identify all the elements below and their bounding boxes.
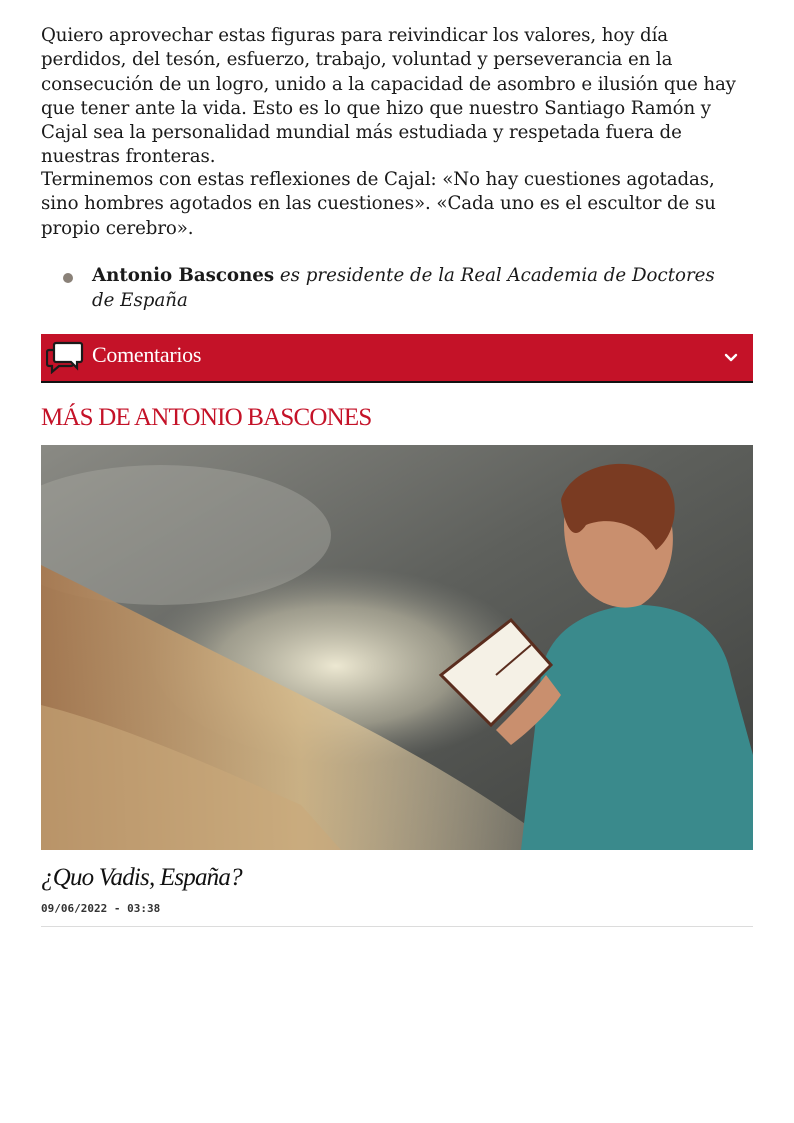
- article-thumbnail-image[interactable]: [41, 445, 753, 850]
- comments-toggle-bar[interactable]: [41, 334, 753, 383]
- more-from-author-heading: MÁS DE ANTONIO BASCONES: [41, 404, 372, 431]
- comments-label: Comentarios: [92, 342, 202, 367]
- article-card-date: 09/06/2022 - 03:38: [41, 902, 161, 915]
- article-paragraph: Terminemos con estas reflexiones de Cajal: «No hay cuestiones agotadas, sino hombres agotados en las cuestiones». «Cada uno es el escultor de su propio cerebro».: [41, 169, 716, 239]
- author-role: es presidente de la Real Academia de Doctores de España: [92, 265, 715, 311]
- author-note-text: [92, 263, 732, 313]
- speech-bubbles-icon: [46, 340, 84, 374]
- divider: [41, 926, 753, 927]
- article-paragraph: Quiero aprovechar estas figuras para reivindicar los valores, hoy día perdidos, del tesón, esfuerzo, trabajo, voluntad y perseverancia en la consecución de un logro, unido a la capacidad de asombro e ilusión que hay que tener ante la vida. Esto es lo que hizo que nuestro Santiago Ramón y Cajal sea la personalidad mundial más estudiada y respetada fuera de nuestras fronteras.: [41, 25, 736, 168]
- author-name: Antonio Bascones: [92, 265, 275, 286]
- article-card-title[interactable]: ¿Quo Vadis, España?: [41, 864, 242, 891]
- chevron-down-icon[interactable]: [723, 350, 739, 366]
- bullet-icon: [63, 273, 73, 283]
